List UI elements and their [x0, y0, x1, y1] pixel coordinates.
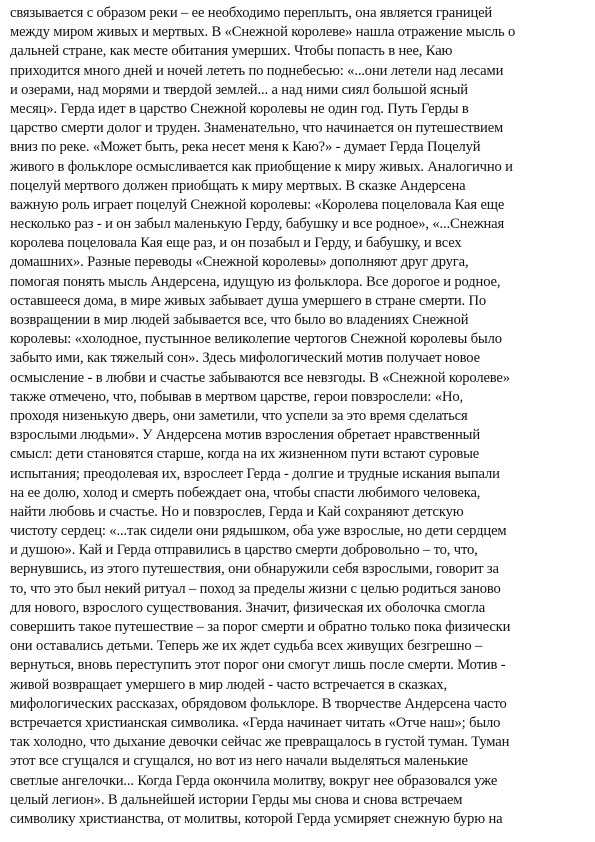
text-line: символику христианства, от молитвы, которой Герда усмиряет снежную бурю на	[10, 810, 503, 827]
text-line: царство смерти долог и труден. Знаменательно, что начинается он путешествием	[10, 120, 504, 137]
text-line: вернуться, вновь переступить этот порог они смогут лишь после смерти. Мотив -	[10, 657, 506, 674]
text-line: королева поцеловала Кая еще раз, и он позабыл и Герду, и бабушку, и всех	[10, 235, 462, 252]
text-line: и озерами, над морями и твердой землей... а над ними сиял большой ясный	[10, 81, 468, 98]
text-line: королевы: «холодное, пустынное великолепие чертогов Снежной королевы было	[10, 331, 502, 348]
text-line: найти любовь и счастье. Но и повзрослев, Герда и Кай сохраняют детскую	[10, 503, 464, 520]
text-line: взрослыми людьми». У Андерсена мотив взросления обретает нравственный	[10, 427, 480, 444]
text-line: дальней стране, как месте обитания умерших. Чтобы попасть в нее, Каю	[10, 43, 453, 60]
text-line: месяц». Герда идет в царство Снежной королевы не один год. Путь Герды в	[10, 100, 469, 117]
text-line: мифологических рассказах, обрядовом фольклоре. В творчестве Андерсена часто	[10, 695, 507, 712]
text-line: живого в фольклоре осмысливается как приобщение к миру живых. Аналогично и	[10, 158, 513, 175]
text-line: осмысление - в любви и счастье забываются все невзгоды. В «Снежной королеве»	[10, 369, 510, 386]
text-line: этот все сгущался и сгущался, но вот из него начали выделяться маленькие	[10, 753, 468, 770]
text-line: для нового, взрослого существования. Значит, физическая их оболочка смогла	[10, 599, 486, 616]
text-line: светлые ангелочки... Когда Герда окончила молитву, вокруг нее образовался уже	[10, 772, 498, 789]
text-line: вернувшись, из этого путешествия, они обнаружили себя взрослыми, говорит за	[10, 561, 499, 578]
text-line: также отмечено, что, побывав в мертвом царстве, герои повзрослели: «Но,	[10, 388, 464, 405]
text-line: совершить такое путешествие – за порог смерти и обратно только пока физически	[10, 619, 511, 635]
text-line: на ее долю, холод и смерть побеждает она, чтобы спасти любимого человека,	[10, 484, 481, 501]
text-line: и душою». Кай и Герда отправились в царство смерти добровольно – то, что,	[10, 542, 478, 559]
text-line: так холодно, что дыхание девочки сейчас же превращалось в густой туман. Туман	[10, 734, 510, 751]
text-line: поцелуй мертвого должен приобщать к миру мертвых. В сказке Андерсена	[10, 177, 466, 194]
text-line: вниз по реке. «Может быть, река несет меня к Каю?» - думает Герда Поцелуй	[10, 139, 481, 156]
text-line: приходится много дней и ночей лететь по поднебесью: «...они летели над лесами	[10, 62, 504, 79]
text-line: возвращении в мир людей забывается все, что было во владениях Снежной	[10, 312, 469, 328]
text-line: между миром живых и мертвых. В «Снежной королеве» нашла отражение мысль о	[10, 24, 516, 41]
body-text	[10, 4, 588, 829]
text-line: проходя низенькую дверь, они заметили, что успели за это время сделаться	[10, 407, 468, 424]
text-line: живой возвращает умершего в мир людей - часто встречается в сказках,	[10, 676, 447, 693]
text-line: смысл: дети становятся старше, когда на их жизненном пути встают суровые	[10, 446, 480, 463]
text-line: испытания; преодолевая их, взрослеет Герда - долгие и трудные искания выпали	[10, 465, 500, 482]
text-line: несколько раз - и он забыл маленькую Герду, бабушку и все родное», «...Снежная	[10, 216, 505, 233]
text-line: оставшееся дома, в мире живых забывает душа умершего в стране смерти. По	[10, 292, 487, 309]
text-line: помогая понять мысль Андерсена, идущую из фольклора. Все дорогое и родное,	[10, 273, 501, 290]
text-line: то, что это был некий ритуал – поход за пределы жизни с целью родиться заново	[10, 580, 501, 597]
text-line: встречается христианская символика. «Герда начинает читать «Отче наш»; было	[10, 714, 501, 731]
text-line: забыто ими, как тяжелый сон». Здесь мифологический мотив получает новое	[10, 350, 480, 367]
text-line: домашних». Разные переводы «Снежной королевы» дополняют друг друга,	[10, 254, 469, 271]
text-line: связывается с образом реки – ее необходимо переплыть, она является границей	[10, 5, 493, 21]
text-line: они оставались детьми. Теперь же их ждет судьба всех живущих безгрешно –	[10, 638, 483, 655]
text-line: чистоту сердец: «...так сидели они рядышком, оба уже взрослые, но дети сердцем	[10, 523, 507, 540]
text-line: целый легион». В дальнейшей истории Герды мы снова и снова встречаем	[10, 791, 463, 808]
text-line: важную роль играет поцелуй Снежной королевы: «Королева поцеловала Кая еще	[10, 196, 505, 213]
